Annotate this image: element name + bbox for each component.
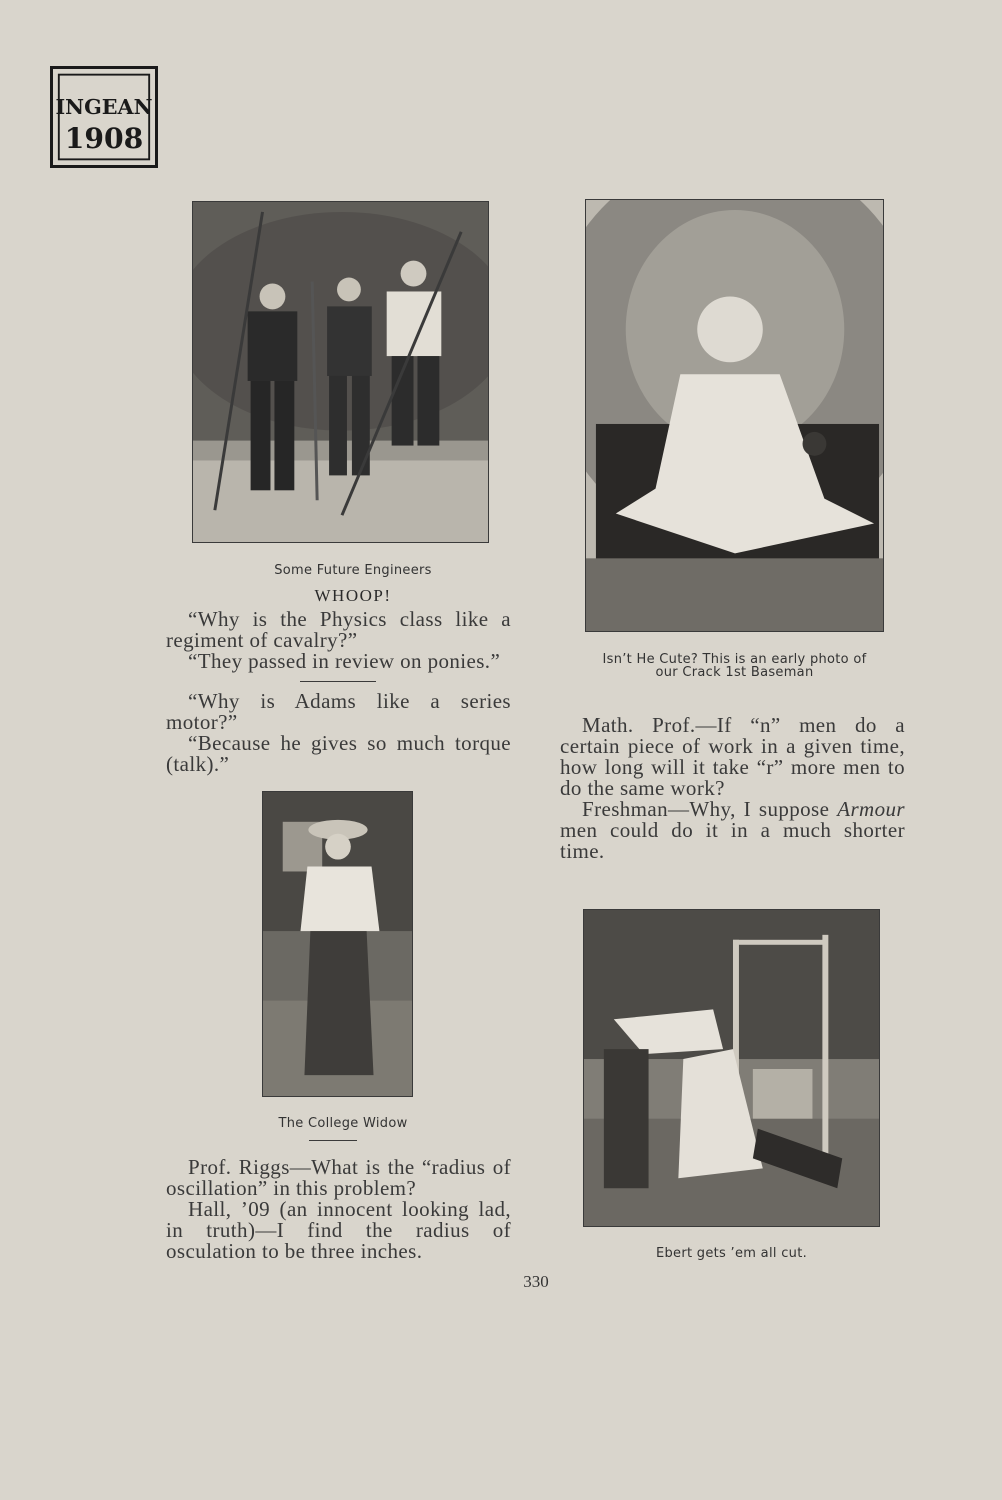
photo-ebert-haircut [583,909,880,1227]
caption-baby [585,653,884,679]
joke-physics-answer: “They passed in review on ponies.” [188,649,501,673]
joke-math-question: Math. Prof.—If “n” men do a certain piece of work in a given time, how long will it take “r” more men to do the same work? [560,713,905,800]
yearbook-logo [50,66,158,168]
logo-line2: 1908 [64,121,144,156]
joke-math-answer-armour: Armour [837,797,905,821]
joke-riggs-question: Prof. Riggs—What is the “radius of oscillation” in this problem? [166,1155,511,1200]
joke-physics-question: “Why is the Physics class like a regiment of cavalry?” [166,607,511,652]
logo-line1: INGEAN [55,95,153,120]
joke-math-answer [560,799,905,862]
joke-riggs-answer: Hall, ’09 (an innocent looking lad, in truth)—I find the radius of osculation to be three inches. [166,1197,511,1263]
joke-physics-class [166,609,511,672]
divider-rule-2 [309,1140,357,1141]
photo-baby [585,199,884,632]
joke-math-answer-prefix: Freshman—Why, I suppose [582,797,838,821]
caption-college-widow: The College Widow [278,1116,408,1131]
page-number: 330 [523,1272,549,1291]
photo-future-engineers [192,201,489,543]
caption-engineers: Some Future Engineers [274,563,432,578]
joke-math-armour [560,715,905,862]
logo-emblem [53,69,155,165]
divider-rule [300,681,376,682]
photo-college-widow [262,791,413,1097]
caption-baby-line2: our Crack 1st Baseman [655,665,814,680]
heading-whoop: WHOOP! [314,586,392,605]
joke-adams-motor [166,691,511,775]
caption-baby-line1: Isn’t He Cute? This is an early photo of [602,652,867,667]
joke-math-answer-suffix: men could do it in a much shorter time. [560,818,905,863]
joke-adams-question: “Why is Adams like a series motor?” [166,689,511,734]
joke-riggs-radius [166,1157,511,1262]
caption-ebert: Ebert gets ’em all cut. [655,1246,808,1261]
joke-adams-answer: “Because he gives so much torque (talk).” [166,731,511,776]
